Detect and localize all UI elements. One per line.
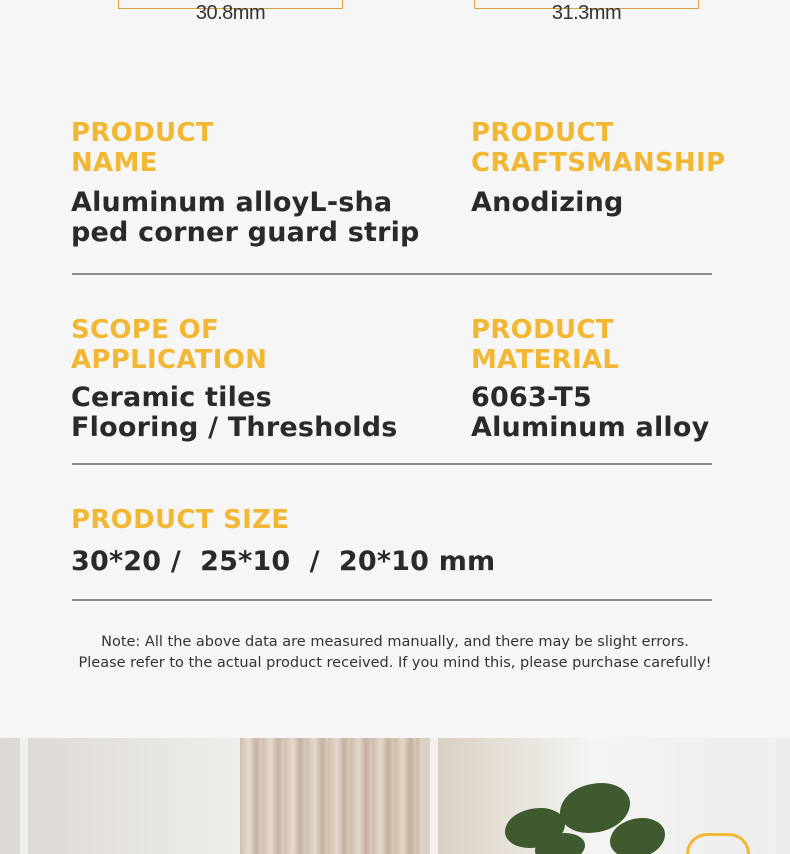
spec-title: PRODUCT CRAFTSMANSHIP bbox=[471, 118, 726, 178]
dimension-mark-left bbox=[118, 0, 343, 30]
spec-value: Ceramic tiles Flooring / Thresholds bbox=[71, 382, 398, 443]
dimension-mark-right bbox=[474, 0, 699, 30]
note-line: Note: All the above data are measured manually, and there may be slight errors. bbox=[101, 634, 689, 650]
spec-material bbox=[471, 315, 771, 443]
brand-mark-icon bbox=[686, 833, 750, 854]
dimension-label: 30.8mm bbox=[195, 2, 266, 24]
spec-value: Anodizing bbox=[471, 187, 624, 218]
window-frame bbox=[768, 738, 776, 854]
note-line: Please refer to the actual product received. If you mind this, please purchase carefully! bbox=[78, 655, 712, 671]
spec-title: PRODUCT SIZE bbox=[71, 505, 290, 535]
interior-photo bbox=[0, 738, 790, 854]
spec-title: PRODUCT NAME bbox=[71, 118, 214, 178]
spec-product-name bbox=[71, 118, 451, 248]
spec-title: PRODUCT MATERIAL bbox=[471, 315, 620, 375]
window-frame bbox=[20, 738, 28, 854]
spec-scope bbox=[71, 315, 451, 443]
spec-value: 6063-T5 Aluminum alloy bbox=[471, 382, 710, 443]
window-frame bbox=[430, 738, 438, 854]
divider bbox=[72, 463, 712, 465]
disclaimer-note bbox=[0, 632, 790, 674]
spec-value: 30*20 / 25*10 / 20*10 mm bbox=[71, 546, 496, 577]
spec-value: Aluminum alloyL-sha ped corner guard strip bbox=[71, 187, 420, 248]
dimension-label: 31.3mm bbox=[551, 2, 622, 24]
spec-craftsmanship bbox=[471, 118, 771, 218]
divider bbox=[72, 599, 712, 601]
spec-title: SCOPE OF APPLICATION bbox=[71, 315, 268, 375]
divider bbox=[72, 273, 712, 275]
curtain bbox=[240, 738, 420, 854]
spec-size bbox=[71, 505, 711, 577]
